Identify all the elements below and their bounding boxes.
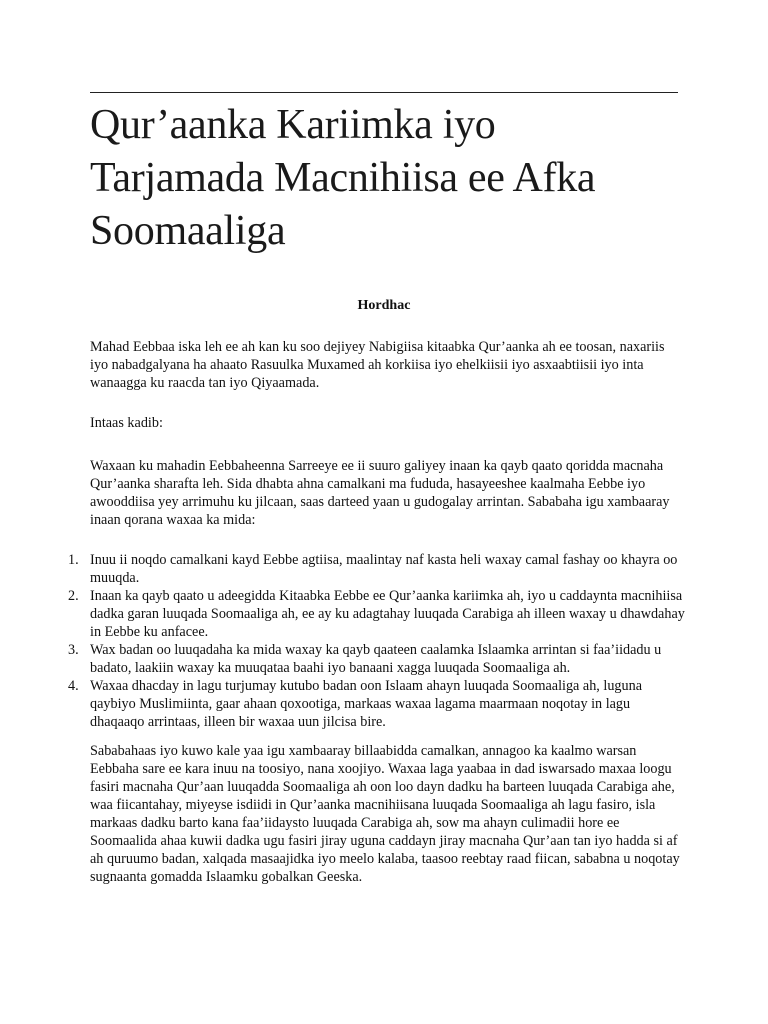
list-item <box>68 587 688 641</box>
document-title: Qur’aanka Kariimka iyo Tarjamada Macnihiisa ee Afka Soomaaliga <box>90 102 596 254</box>
section-heading: Hordhac <box>357 298 411 313</box>
reasons-list <box>68 551 688 731</box>
list-item-text: Inaan ka qayb qaato u adeegidda Kitaabka Eebbe ee Qur’aanka kariimka ah, iyo u caddaynta macnihiisa dadka garan luuqada Soomaaliga ah, ee ay ku adagtahay luuqada Carabiga ah illeen waxay u dhawdahay in Eebbe ku anfacee. <box>90 588 685 640</box>
list-item-text: Wax badan oo luuqadaha ka mida waxay ka qayb qaateen caalamka Islaamka arrintan si faa’iidadu u badato, laakiin waxay ka muuqataa baahi iyo banaani xagga luuqada Soomaaliga ah. <box>90 642 662 676</box>
list-item-text: Waxaa dhacday in lagu turjumay kutubo badan oon Islaam ahayn luuqada Soomaaliga ah, luguna qaybiyo Muslimiinta, gaar ahaan qoxootiga, markaas waxaa lagama maarmaan noqotay in lagu dhaqaaqo arrintaas, illeen bir waxaa uun jilcisa bire. <box>90 678 643 730</box>
paragraph-reasons-lead: Waxaan ku mahadin Eebbaheenna Sarreeye ee ii suuro galiyey inaan ka qayb qaato qoridda macnaha Qur’aanka sharafta leh. Sida dhabta ahna camalkani ma fududa, hasayeeshee kaalmaha Eebbe iyo awooddiisa yey arrimuhu ku jilcaan, saas darteed yaan u gudogalay arrintan. Sababaha igu xambaaray inaan qorana waxaa ka mida: <box>90 458 670 528</box>
list-item-number: 4. <box>68 678 79 694</box>
list-item <box>68 641 688 677</box>
paragraph-closing: Sababahaas iyo kuwo kale yaa igu xambaaray billaabidda camalkan, annagoo ka kaalmo warsan Eebbaha sare ee kara inuu na toosiyo, nana xoojiyo. Waxaa laga yaabaa in dad iswarsado maxaa loogu fasiri macnaha Qur’aan luuqadda Soomaaliga ah oon loo dayn dadku ha barteen luuqada Carabiga ahe, waa fiicantahay, miyeyse isdiidi in Qur’aanka macnihiisana luuqada Soomaaliga ah lagu fasiro, isla markaas dadku barto kana faa’iidaysto luuqada Carabiga ah, sow ma ahayn culimadii hore ee Soomaalida ahaa kuwii dadka ugu fasiri jiray uguna caddayn jiray macnaha Qur’aan tan iyo hadda si af ah quruumo badan, xalqada masaajidka iyo meelo kalaba, taasoo reebtay raad fiican, sababna u noqotay sugnaanta gomadda Islaamku gobalkan Geeska. <box>90 743 680 885</box>
list-item-number: 1. <box>68 552 79 568</box>
list-item-text: Inuu ii noqdo camalkani kayd Eebbe agtiisa, maalintay naf kasta heli waxay camal fashay oo khayra oo muuqda. <box>90 552 678 586</box>
list-item <box>68 677 688 731</box>
paragraph-transition: Intaas kadib: <box>90 415 163 431</box>
list-item-number: 2. <box>68 588 79 604</box>
paragraph-intro: Mahad Eebbaa iska leh ee ah kan ku soo dejiyey Nabigiisa kitaabka Qur’aanka ah ee toosan, naxariis iyo nabadgalyana ha ahaato Rasuulka Muxamed ah korkiisa iyo ehelkiisii iyo asxaabtiisii iyo inta wanaagga ku raacda tan iyo Qiyaamada. <box>90 339 665 391</box>
top-rule <box>90 92 678 93</box>
list-item <box>68 551 688 587</box>
list-item-number: 3. <box>68 642 79 658</box>
